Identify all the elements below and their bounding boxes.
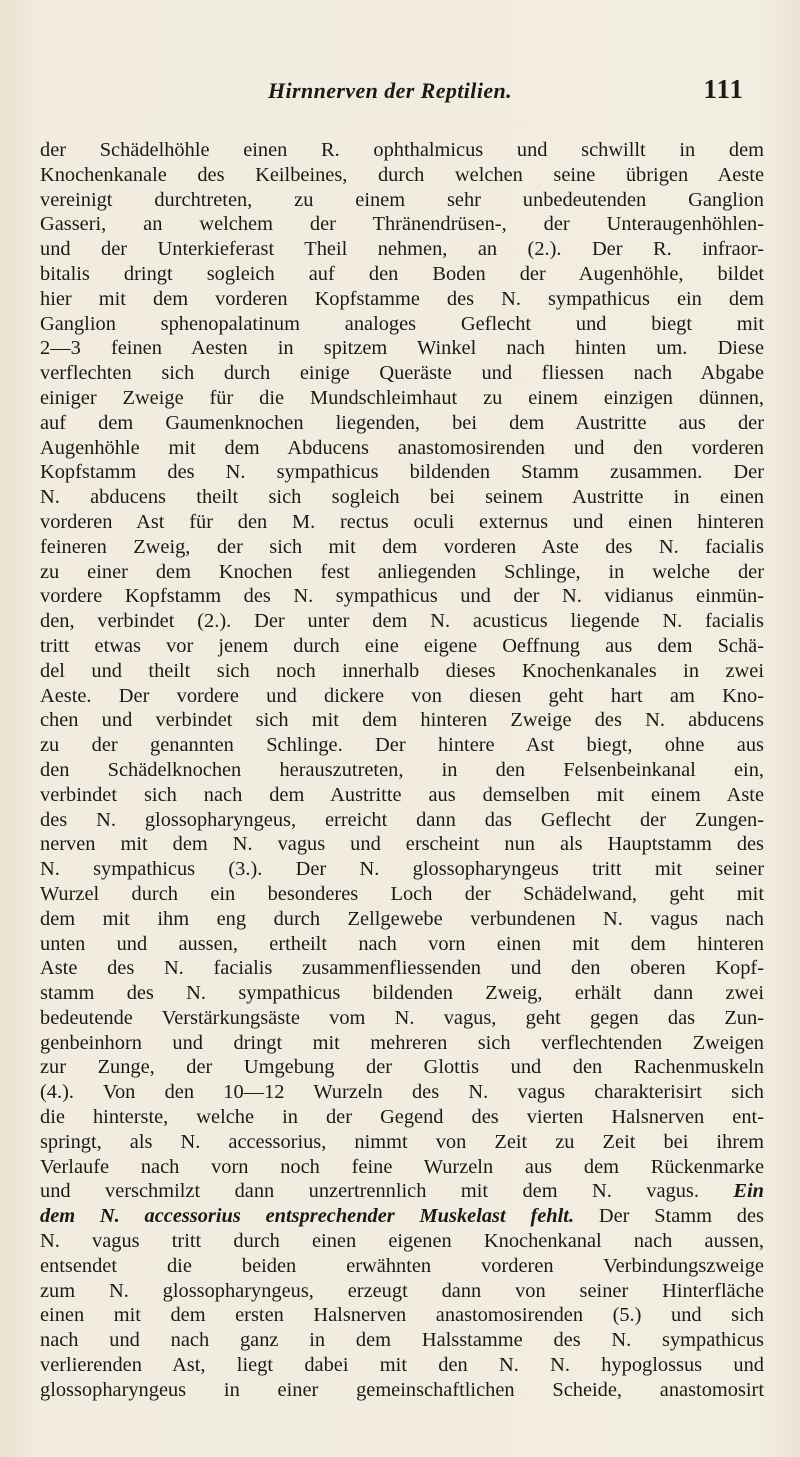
text-line: chen und verbindet sich mit dem hinteren Zweige des N. abducens: [40, 709, 764, 732]
text-line: verlierenden Ast, liegt dabei mit den N. N. hypoglossus und: [40, 1354, 764, 1377]
text-line: del und theilt sich noch innerhalb dieses Knochenkanales in zwei: [40, 659, 764, 682]
text-line: [40, 1179, 764, 1204]
text-line: den Schädelknochen herauszutreten, in den Felsenbeinkanal ein,: [40, 758, 764, 781]
text-line: den, verbindet (2.). Der unter dem N. acusticus liegende N. facialis: [40, 610, 764, 633]
text-line: einen mit dem ersten Halsnerven anastomosirenden (5.) und sich: [40, 1304, 764, 1327]
text-line: der Schädelhöhle einen R. ophthalmicus und schwillt in dem: [40, 139, 764, 161]
text-line: vordere Kopfstamm des N. sympathicus und der N. vidianus einmün-: [40, 585, 764, 608]
text-line: Kopfstamm des N. sympathicus bildenden Stamm zusammen. Der: [40, 461, 764, 484]
body-text: [40, 138, 764, 1403]
text-line: vorderen Ast für den M. rectus oculi externus und einen hinteren: [40, 510, 764, 533]
text-line: bedeutende Verstärkungsäste vom N. vagus, geht gegen das Zun-: [40, 1006, 764, 1029]
text-line: zu der genannten Schlinge. Der hintere Ast biegt, ohne aus: [40, 734, 764, 757]
text-line: auf dem Gaumenknochen liegenden, bei dem Austritte aus der: [40, 411, 764, 434]
text-line: Wurzel durch ein besonderes Loch der Schädelwand, geht mit: [40, 882, 764, 905]
text-line: N. abducens theilt sich sogleich bei seinem Austritte in einen: [40, 486, 764, 509]
italic-segment: Ein: [733, 1180, 764, 1203]
text-line: N. sympathicus (3.). Der N. glossopharyngeus tritt mit seiner: [40, 858, 764, 881]
text-line: [40, 1204, 764, 1229]
text-segment: Der Stamm des: [598, 1205, 764, 1228]
text-line: springt, als N. accessorius, nimmt von Zeit zu Zeit bei ihrem: [40, 1130, 764, 1153]
text-line: Aste des N. facialis zusammenfliessenden und den oberen Kopf-: [40, 957, 764, 980]
text-line: 2—3 feinen Aesten in spitzem Winkel nach hinten um. Diese: [40, 337, 764, 360]
italic-segment: dem N. accessorius entsprechender Muskelast fehlt.: [40, 1205, 599, 1228]
text-line: und der Unterkieferast Theil nehmen, an (2.). Der R. infraor-: [40, 238, 764, 261]
text-line: Aeste. Der vordere und dickere von diesen geht hart am Kno-: [40, 684, 764, 707]
text-line: die hinterste, welche in der Gegend des vierten Halsnerven ent-: [40, 1106, 764, 1129]
text-line: Ganglion sphenopalatinum analoges Geflecht und biegt mit: [40, 312, 764, 335]
text-line: entsendet die beiden erwähnten vorderen Verbindungszweige: [40, 1254, 764, 1277]
text-line: Gasseri, an welchem der Thränendrüsen-, der Unteraugenhöhlen-: [40, 213, 764, 236]
text-line: bitalis dringt sogleich auf den Boden der Augenhöhle, bildet: [40, 262, 764, 285]
text-line: verbindet sich nach dem Austritte aus demselben mit einem Aste: [40, 783, 764, 806]
text-line: stamm des N. sympathicus bildenden Zweig, erhält dann zwei: [40, 982, 764, 1005]
text-line: des N. glossopharyngeus, erreicht dann das Geflecht der Zungen-: [40, 808, 764, 831]
text-line: N. vagus tritt durch einen eigenen Knochenkanal nach aussen,: [40, 1230, 764, 1253]
running-title: Hirnnerven der Reptilien.: [267, 78, 513, 103]
page-number: 111: [703, 74, 744, 104]
text-line: unten und aussen, ertheilt nach vorn einen mit dem hinteren: [40, 932, 764, 955]
text-line: Verlaufe nach vorn noch feine Wurzeln aus dem Rückenmarke: [40, 1155, 764, 1178]
text-line: Knochenkanale des Keilbeines, durch welchen seine übrigen Aeste: [40, 163, 764, 186]
text-line: zu einer dem Knochen fest anliegenden Schlinge, in welche der: [40, 560, 764, 583]
text-line: (4.). Von den 10—12 Wurzeln des N. vagus charakterisirt sich: [40, 1081, 764, 1104]
text-line: feineren Zweig, der sich mit dem vorderen Aste des N. facialis: [40, 535, 764, 558]
text-line: vereinigt durchtreten, zu einem sehr unbedeutenden Ganglion: [40, 188, 764, 211]
page-header: [40, 66, 744, 106]
text-line: hier mit dem vorderen Kopfstamme des N. sympathicus ein dem: [40, 287, 764, 310]
text-line: Augenhöhle mit dem Abducens anastomosirenden und den vorderen: [40, 436, 764, 459]
text-line: nerven mit dem N. vagus und erscheint nun als Hauptstamm des: [40, 833, 764, 856]
text-line: genbeinhorn und dringt mit mehreren sich verflechtenden Zweigen: [40, 1031, 764, 1054]
text-line: dem mit ihm eng durch Zellgewebe verbundenen N. vagus nach: [40, 907, 764, 930]
text-line: glossopharyngeus in einer gemeinschaftlichen Scheide, anastomosirt: [40, 1378, 764, 1401]
text-line: einiger Zweige für die Mundschleimhaut zu einem einzigen dünnen,: [40, 386, 764, 409]
text-line: verflechten sich durch einige Queräste und fliessen nach Abgabe: [40, 362, 764, 385]
text-line: tritt etwas vor jenem durch eine eigene Oeffnung aus dem Schä-: [40, 634, 764, 657]
text-segment: und verschmilzt dann unzertrennlich mit dem N. vagus.: [40, 1180, 734, 1203]
text-line: zur Zunge, der Umgebung der Glottis und den Rachenmuskeln: [40, 1056, 764, 1079]
text-line: zum N. glossopharyngeus, erzeugt dann von seiner Hinterfläche: [40, 1279, 764, 1302]
text-line: nach und nach ganz in dem Halsstamme des N. sympathicus: [40, 1329, 764, 1352]
